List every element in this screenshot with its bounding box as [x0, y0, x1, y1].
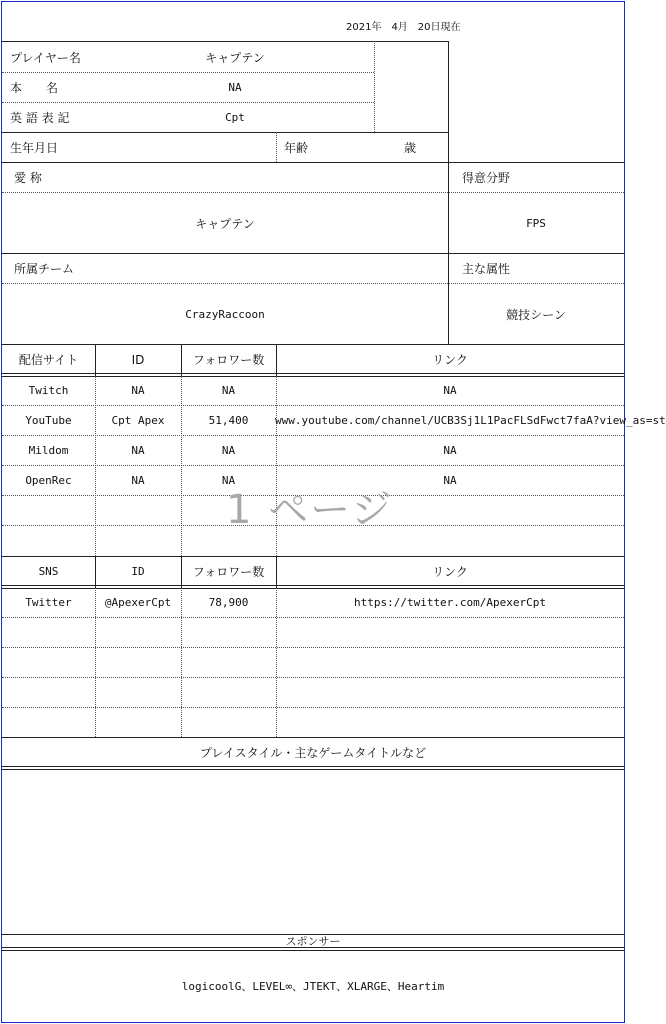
stream-row-site: OpenRec — [25, 474, 72, 487]
stream-row-link: NA — [443, 384, 457, 397]
nickname-value: キャプテン — [195, 217, 255, 231]
rule — [2, 737, 624, 738]
rule — [2, 253, 624, 254]
age-unit: 歳 — [404, 141, 417, 155]
rule — [181, 588, 182, 737]
sns-header-link: リンク — [432, 565, 468, 579]
stream-row-id: Cpt Apex — [111, 414, 165, 427]
attribute-label: 主な属性 — [462, 262, 511, 276]
rule — [2, 947, 624, 951]
rule — [2, 162, 624, 163]
specialty-value: FPS — [526, 217, 546, 230]
page-watermark: 1 ページ — [226, 487, 394, 533]
english-value: Cpt — [225, 111, 245, 124]
rule — [2, 435, 624, 436]
rule — [2, 41, 448, 42]
stream-row-site: YouTube — [25, 414, 72, 427]
rule — [2, 192, 624, 193]
stream-row-id: NA — [131, 474, 145, 487]
sponsor-list: logicoolG、LEVEL∞、JTEKT、XLARGE、Heartim — [181, 980, 445, 993]
rule — [276, 132, 277, 162]
stream-row-followers: NA — [221, 474, 236, 487]
stream-row-site: Mildom — [28, 444, 69, 457]
team-label: 所属チーム — [14, 262, 75, 276]
rule — [2, 102, 374, 103]
rule — [2, 72, 374, 73]
player-name-value: キャプテン — [205, 51, 265, 65]
stream-row-followers: NA — [221, 384, 236, 397]
team-value: CrazyRaccoon — [185, 308, 265, 321]
stream-row-site: Twitch — [28, 384, 69, 397]
stream-header-followers: フォロワー数 — [192, 353, 265, 367]
real-name-label: 本 名 — [10, 81, 59, 95]
rule — [2, 283, 624, 284]
stream-header-link: リンク — [432, 353, 468, 367]
nickname-label: 愛 称 — [14, 171, 42, 185]
player-name-label: プレイヤー名 — [10, 51, 81, 65]
sns-header-id: ID — [131, 565, 145, 578]
sns-row-link[interactable]: https://twitter.com/ApexerCpt — [353, 596, 547, 609]
youtube-link-cell — [275, 414, 666, 430]
real-name-value: NA — [228, 81, 242, 94]
rule — [276, 588, 277, 737]
stream-row-link[interactable]: www.youtube.com/channel/UCB3Sj1L1PacFLSdFwct7faA?view_as=st — [275, 414, 666, 427]
rule — [2, 132, 448, 133]
stream-row-id: NA — [131, 444, 145, 457]
specialty-label: 得意分野 — [462, 171, 511, 185]
as-of-date: 2021年 4月 20日現在 — [346, 22, 461, 33]
rule — [181, 376, 182, 556]
stream-row-link: NA — [443, 474, 457, 487]
stream-row-id: NA — [131, 384, 145, 397]
sponsor-label: スポンサー — [285, 935, 341, 948]
playstyle-label: プレイスタイル・主なゲームタイトルなど — [199, 746, 427, 760]
stream-header-site: 配信サイト — [18, 353, 79, 367]
sns-row-id: @ApexerCpt — [104, 596, 172, 609]
sns-row-site: Twitter — [25, 596, 72, 609]
rule — [374, 41, 375, 132]
stream-row-link: NA — [443, 444, 457, 457]
stream-row-followers: 51,400 — [208, 414, 249, 427]
rule — [2, 647, 624, 648]
sns-row-followers: 78,900 — [208, 596, 249, 609]
attribute-value: 競技シーン — [506, 308, 566, 322]
age-label: 年齢 — [284, 141, 309, 155]
sns-header-site: SNS — [38, 565, 59, 578]
stream-row-followers: NA — [221, 444, 236, 457]
rule — [95, 588, 96, 737]
sns-header-followers: フォロワー数 — [192, 565, 265, 579]
birthday-label: 生年月日 — [10, 141, 59, 155]
stream-header-id: ID — [131, 353, 145, 367]
rule — [448, 41, 449, 162]
rule — [95, 376, 96, 556]
rule — [2, 405, 624, 406]
rule — [2, 707, 624, 708]
rule — [2, 677, 624, 678]
rule — [2, 617, 624, 618]
rule — [2, 766, 624, 770]
rule — [2, 465, 624, 466]
english-label: 英 語 表 記 — [10, 111, 70, 125]
